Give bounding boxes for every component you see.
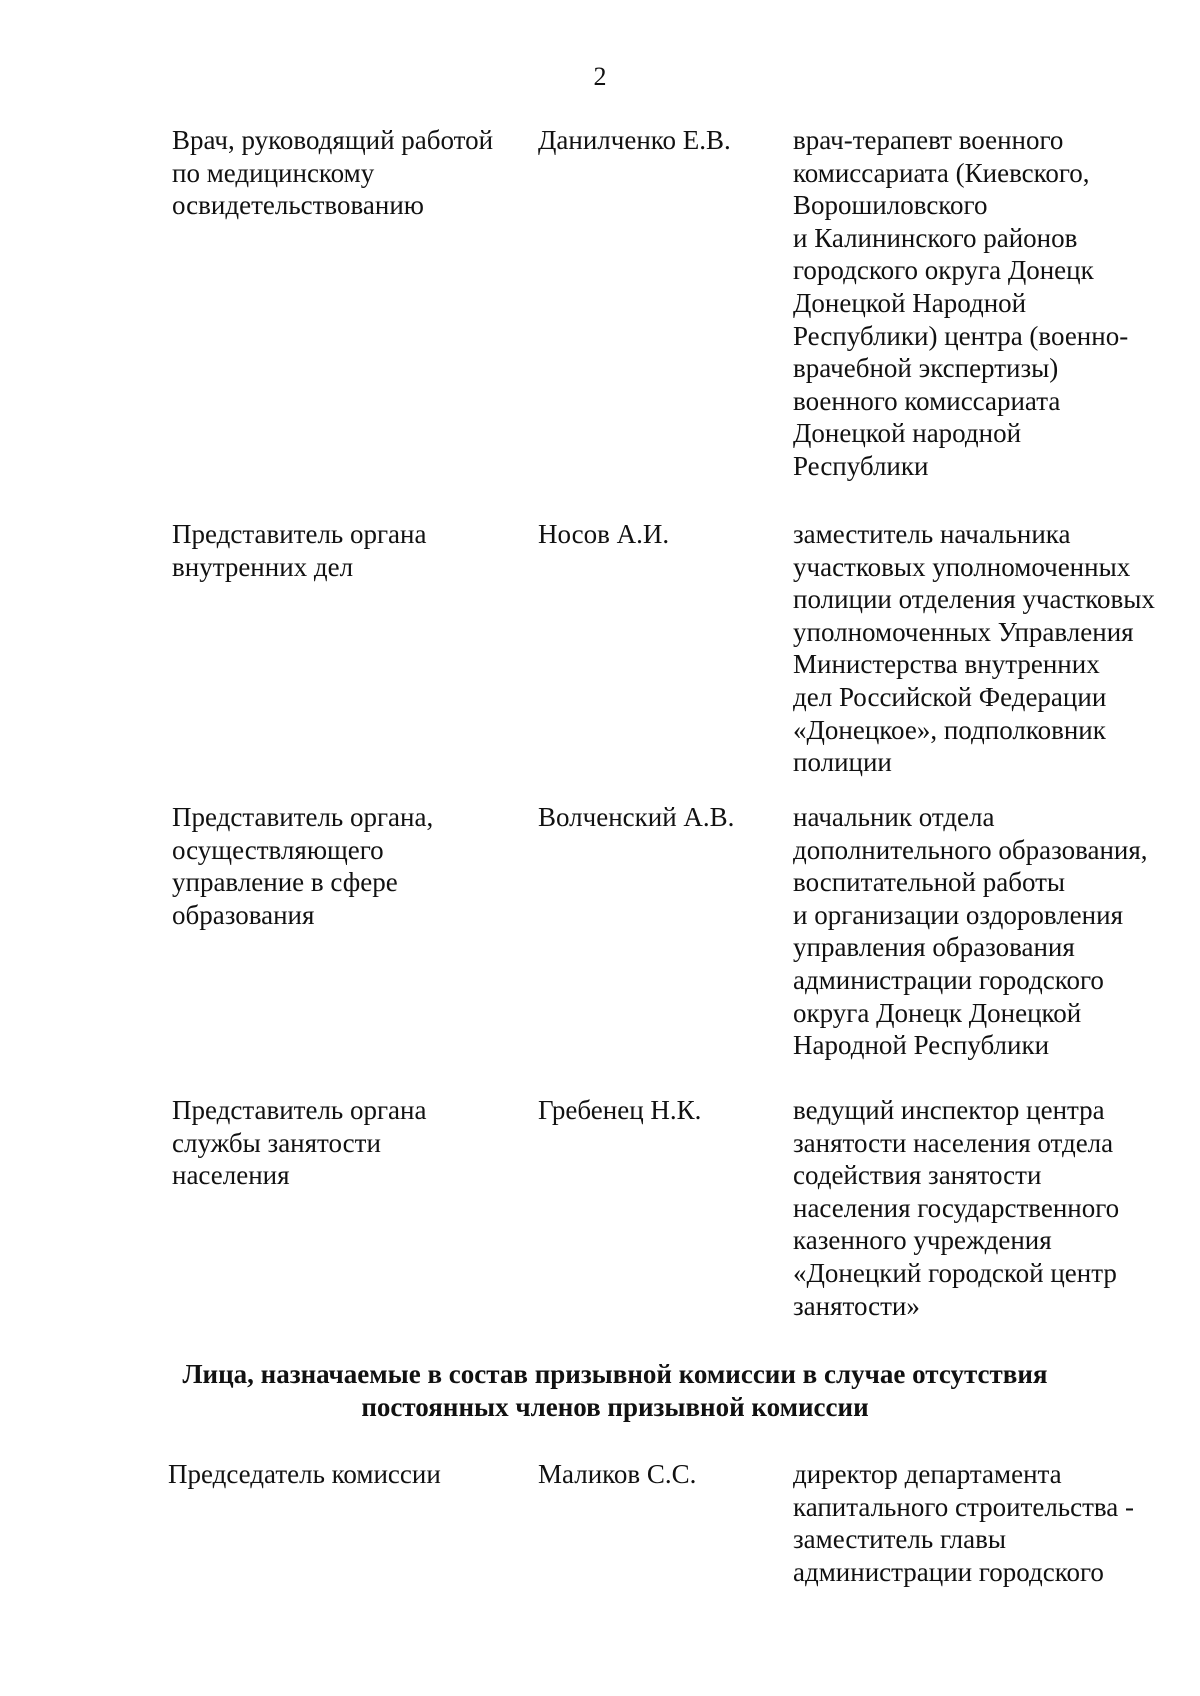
position-line: заместитель начальника — [793, 519, 1071, 549]
position-line: комиссариата (Киевского, — [793, 157, 1090, 188]
member-name: Гребенец Н.К. — [538, 1095, 702, 1125]
position-line: Министерства внутренних — [793, 649, 1100, 680]
position-line: начальник отдела — [793, 802, 995, 832]
member-role — [172, 801, 532, 931]
member-role — [172, 1094, 532, 1192]
position-line: «Донецкий городской центр — [793, 1257, 1117, 1288]
role-line: населения — [172, 1160, 290, 1191]
position-line: Донецкой Народной — [793, 287, 1027, 318]
member-name: Маликов С.С. — [538, 1459, 697, 1489]
position-line: военного комиссариата — [793, 385, 1061, 416]
role-line: управление в сфере — [172, 867, 398, 898]
role-line: службы занятости — [172, 1127, 381, 1158]
member-name: Носов А.И. — [538, 519, 670, 549]
position-line: занятости населения отдела — [793, 1127, 1114, 1158]
member-role — [168, 1458, 528, 1491]
position-line: Народной Республики — [793, 1030, 1050, 1061]
position-line: округа Донецк Донецкой — [793, 997, 1082, 1028]
position-line: населения государственного — [793, 1192, 1120, 1223]
role-line: Врач, руководящий работой — [172, 125, 494, 155]
position-line: дополнительного образования, — [793, 834, 1148, 865]
position-line: ведущий инспектор центра — [793, 1095, 1105, 1125]
position-line: администрации городского — [793, 1556, 1104, 1587]
member-name: Данилченко Е.В. — [538, 125, 731, 155]
role-line: Представитель органа — [172, 1095, 427, 1125]
member-position — [793, 1458, 1193, 1588]
member-role — [172, 518, 532, 583]
position-line: администрации городского — [793, 964, 1104, 995]
position-line: капитального строительства - — [793, 1491, 1135, 1522]
role-line: Председатель комиссии — [168, 1459, 441, 1489]
position-line: Республики) центра (военно- — [793, 320, 1129, 351]
role-line: по медицинскому — [172, 157, 375, 188]
role-line: образования — [172, 899, 315, 930]
position-line: Ворошиловского — [793, 190, 988, 221]
position-line: Республики — [793, 450, 929, 481]
position-line: дел Российской Федерации — [793, 681, 1107, 712]
position-line: и организации оздоровления — [793, 899, 1123, 930]
position-line: участковых уполномоченных — [793, 551, 1131, 582]
member-position — [793, 518, 1193, 779]
position-line: врач-терапевт военного — [793, 125, 1064, 155]
position-line: директор департамента — [793, 1459, 1062, 1489]
position-line: воспитательной работы — [793, 867, 1066, 898]
role-line: внутренних дел — [172, 551, 354, 582]
member-position — [793, 801, 1193, 1062]
position-line: Донецкой народной — [793, 418, 1022, 449]
member-position — [793, 124, 1193, 483]
position-line: казенного учреждения — [793, 1225, 1052, 1256]
member-name: Волченский А.В. — [538, 802, 735, 832]
role-line: Представитель органа, — [172, 802, 434, 832]
position-line: «Донецкое», подполковник — [793, 714, 1106, 745]
position-line: управления образования — [793, 932, 1075, 963]
heading-line: постоянных членов призывной комиссии — [361, 1391, 869, 1422]
position-line: уполномоченных Управления — [793, 616, 1134, 647]
section-heading — [150, 1358, 1080, 1423]
member-position — [793, 1094, 1193, 1322]
position-line: содействия занятости — [793, 1160, 1042, 1191]
role-line: освидетельствованию — [172, 190, 424, 221]
role-line: Представитель органа — [172, 519, 427, 549]
role-line: осуществляющего — [172, 834, 384, 865]
position-line: занятости» — [793, 1290, 920, 1321]
position-line: полиции отделения участковых — [793, 584, 1155, 615]
position-line: врачебной экспертизы) — [793, 353, 1059, 384]
position-line: городского округа Донецк — [793, 255, 1094, 286]
position-line: полиции — [793, 747, 892, 778]
page-number: 2 — [593, 62, 607, 91]
member-role — [172, 124, 532, 222]
heading-line: Лица, назначаемые в состав призывной комиссии в случае отсутствия — [182, 1359, 1048, 1389]
position-line: заместитель главы — [793, 1524, 1006, 1555]
position-line: и Калининского районов — [793, 222, 1078, 253]
